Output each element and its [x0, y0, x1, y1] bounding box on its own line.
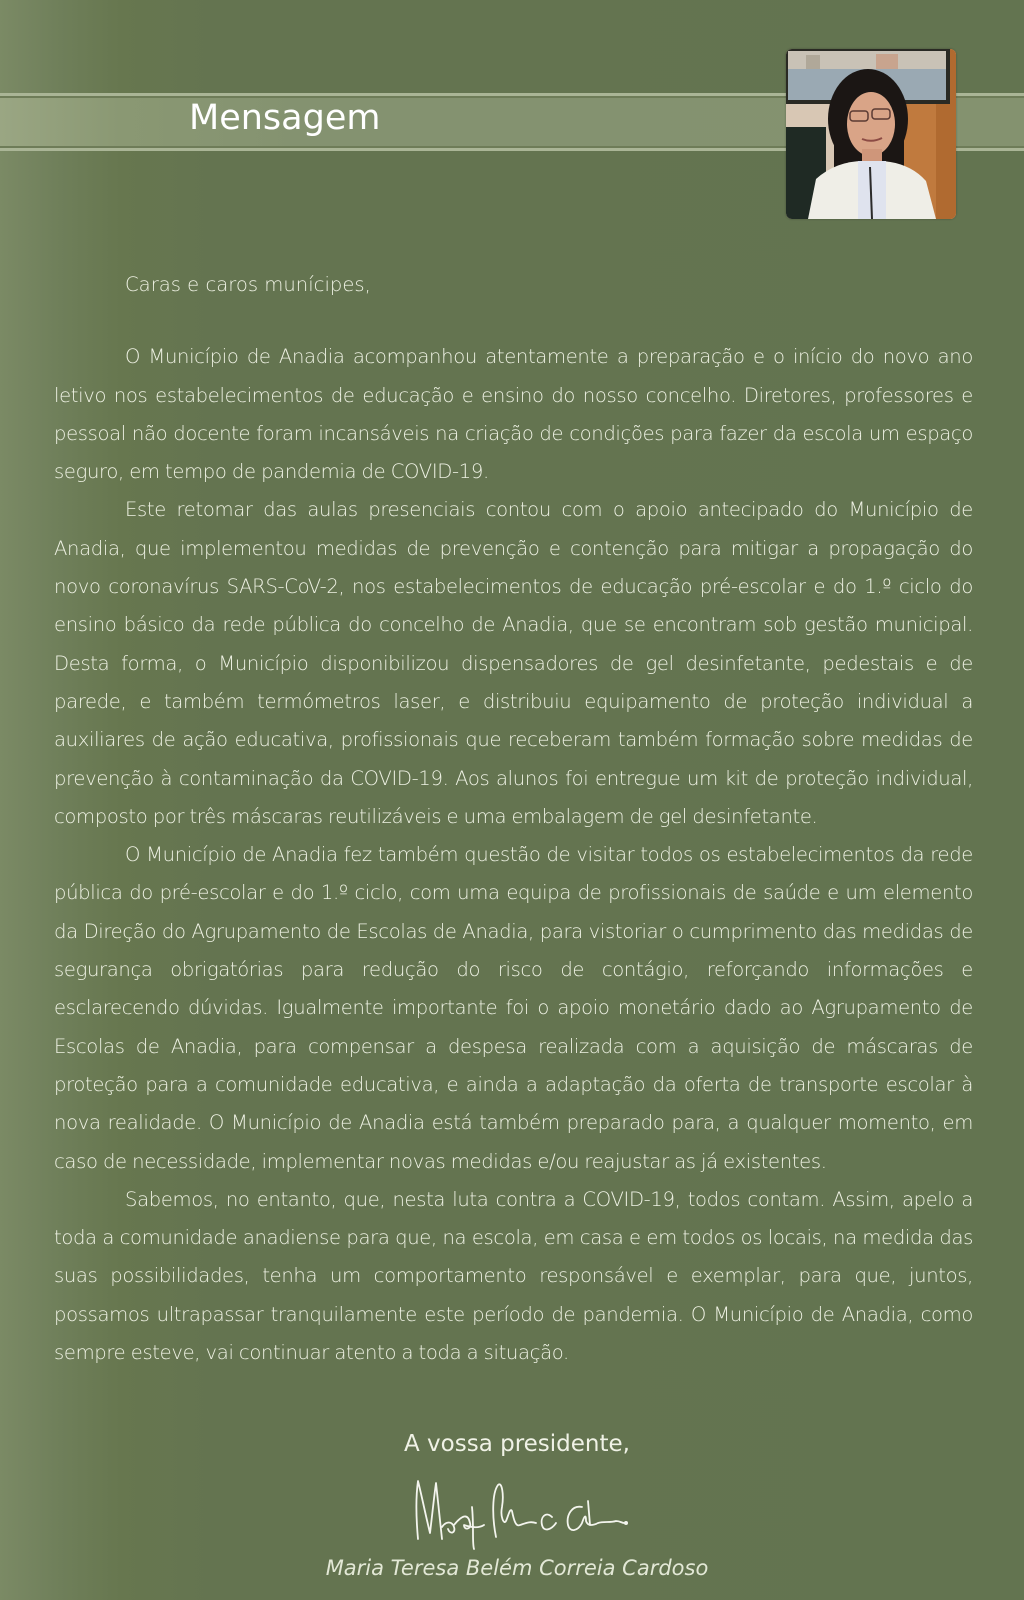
letter-body — [54, 266, 973, 1372]
letter-paragraph: Sabemos, no entanto, que, nesta luta contra a COVID-19, todos contam. Assim, apelo a toda a comunidade anadiense para que, na escola, em casa e em todos os locais, na medida das suas possibilidades, tenha um comportamento responsável e exemplar, para que, juntos, possamos ultrapassar tranquilamente este período de pandemia. O Município de Anadia, como sempre esteve, vai continuar atento a toda a situação. — [54, 1187, 973, 1365]
letter-closing: A vossa presidente, — [404, 1431, 630, 1457]
letter-paragraph: Este retomar das aulas presenciais contou com o apoio antecipado do Município de Anadia, que implementou medidas de prevenção e contenção para mitigar a propagação do novo coronavírus SARS-CoV-2, nos estabelecimentos de educação pré-escolar e do 1.º ciclo do ensino básico da rede pública do concelho de Anadia, que se encontram sob gestão municipal. Desta forma, o Município disponibilizou dispensadores de gel desinfetante, pedestais e de parede, e também termómetros laser, e distribuiu equipamento de proteção individual a auxiliares de ação educativa, profissionais que receberam também formação sobre medidas de prevenção à contaminação da COVID-19. Aos alunos foi entregue um kit de proteção individual, composto por três máscaras reutilizáveis e uma embalagem de gel desinfetante. — [54, 498, 973, 828]
portrait-photo — [786, 49, 956, 219]
letter-greeting: Caras e caros munícipes, — [125, 273, 371, 296]
portrait-image-icon — [786, 49, 956, 219]
page-title: Mensagem — [189, 98, 381, 138]
greeting-spacer — [54, 304, 973, 338]
signature-icon — [412, 1477, 634, 1551]
letter-paragraph: O Município de Anadia fez também questão de visitar todos os estabelecimentos da rede pública do pré-escolar e do 1.º ciclo, com uma equipa de profissionais de saúde e um elemento da Direção do Agrupamento de Escolas de Anadia, para vistoriar o cumprimento das medidas de segurança obrigatórias para redução do risco de contágio, reforçando informações e esclarecendo dúvidas. Igualmente importante foi o apoio monetário dado ao Agrupamento de Escolas de Anadia, para compensar a despesa realizada com a aquisição de máscaras de proteção para a comunidade educativa, e ainda a adaptação da oferta de transporte escolar à nova realidade. O Município de Anadia está também preparado para, a qualquer momento, em caso de necessidade, implementar novas medidas e/ou reajustar as já existentes. — [54, 843, 973, 1173]
letter-paragraph: O Município de Anadia acompanhou atentamente a preparação e o início do novo ano letivo nos estabelecimentos de educação e ensino do nosso concelho. Diretores, professores e pessoal não docente foram incansáveis na criação de condições para fazer da escola um espaço seguro, em tempo de pandemia de COVID-19. — [54, 345, 973, 484]
signer-name: Maria Teresa Belém Correia Cardoso — [325, 1556, 709, 1580]
